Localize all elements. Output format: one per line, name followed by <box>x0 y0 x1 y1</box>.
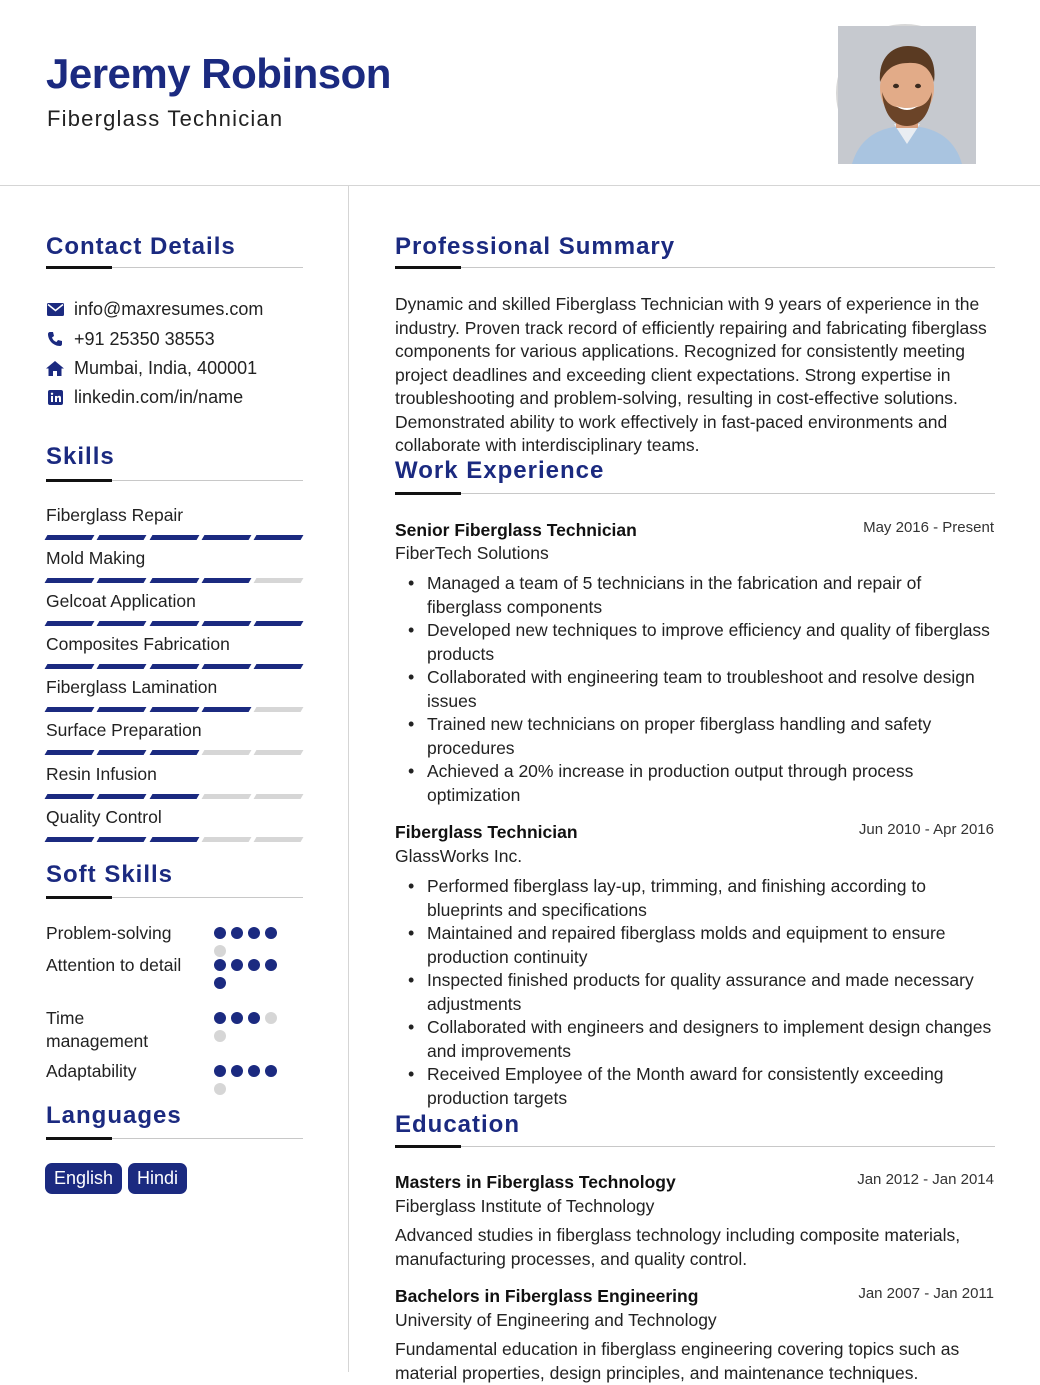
skill-level-segment <box>97 535 147 540</box>
job-company: GlassWorks Inc. <box>395 846 523 866</box>
job-bullet: • Collaborated with engineering team to troubleshoot and resolve design issues <box>404 666 996 713</box>
skill-level-segment <box>45 535 95 540</box>
skill-level-segment <box>149 621 199 626</box>
skill-level-segment <box>97 578 147 583</box>
skill-level-bar <box>46 535 302 540</box>
job-bullet: • Performed fiberglass lay-up, trimming, and finishing according to blueprints and specifications <box>404 875 996 922</box>
skill-level-segment <box>97 794 147 799</box>
soft-skill-rating-dot <box>214 959 226 971</box>
contact-section-accent <box>46 266 112 269</box>
soft-skill-rating <box>214 1012 290 1042</box>
job-bullet: • Inspected finished products for quality assurance and made necessary adjustments <box>404 969 996 1016</box>
education-description: Fundamental education in fiberglass engineering covering topics such as material properties, design principles, and maintenance techniques. <box>395 1339 960 1383</box>
summary-section-accent <box>395 266 461 269</box>
job-bullet: • Collaborated with engineers and designers to implement design changes and improvements <box>404 1016 996 1063</box>
summary-section-rule <box>395 267 995 268</box>
soft-skill-rating-dot <box>231 927 243 939</box>
soft-skill-name: Problem-solving <box>46 923 172 943</box>
skill-level-segment <box>97 750 147 755</box>
contact-address-text: Mumbai, India, 400001 <box>74 357 258 378</box>
skill-level-bar <box>46 794 302 799</box>
soft-skill-name: Attention to detail <box>46 955 182 975</box>
phone-icon <box>46 330 64 348</box>
job-role: Senior Fiberglass Technician <box>395 520 637 540</box>
experience-section-accent <box>395 492 461 495</box>
education-section-rule <box>395 1146 995 1147</box>
skill-level-segment <box>45 621 95 626</box>
soft-skill-rating-dot <box>214 1083 226 1095</box>
education-dates: Jan 2012 - Jan 2014 <box>857 1171 994 1188</box>
avatar-image <box>838 26 976 164</box>
skill-level-segment <box>149 664 199 669</box>
skill-level-segment <box>201 750 251 755</box>
skill-level-segment <box>97 837 147 842</box>
education-description: Advanced studies in fiberglass technology including composite materials, manufacturing processes, and quality control. <box>395 1225 961 1269</box>
column-divider <box>348 186 349 1372</box>
skills-section-accent <box>46 479 112 482</box>
skill-level-segment <box>254 750 304 755</box>
skill-level-segment <box>45 578 95 583</box>
languages-section-title: Languages <box>46 1102 182 1129</box>
skill-level-segment <box>149 535 199 540</box>
job-role: Fiberglass Technician <box>395 822 578 842</box>
skill-level-segment <box>45 707 95 712</box>
soft-skill-rating-dot <box>214 1065 226 1077</box>
skill-level-segment <box>254 794 304 799</box>
skill-level-segment <box>149 837 199 842</box>
linkedin-icon <box>46 388 64 406</box>
resume-header <box>0 0 1040 186</box>
skill-level-segment <box>45 664 95 669</box>
soft-skill-rating-dot <box>265 1065 277 1077</box>
skill-level-segment <box>254 535 304 540</box>
soft-skill-rating-dot <box>231 1012 243 1024</box>
soft-skill-rating-dot <box>248 1065 260 1077</box>
contact-address <box>46 357 257 379</box>
soft-skill-rating <box>214 1065 290 1095</box>
soft-skill-rating-dot <box>214 977 226 989</box>
skill-name: Mold Making <box>46 548 146 568</box>
experience-section-title: Work Experience <box>395 457 605 484</box>
education-degree: Bachelors in Fiberglass Engineering <box>395 1286 699 1306</box>
education-school: University of Engineering and Technology <box>395 1310 717 1330</box>
soft-skills-section-accent <box>46 896 112 899</box>
home-icon <box>46 359 64 377</box>
skill-level-bar <box>46 707 302 712</box>
skill-level-segment <box>201 707 251 712</box>
soft-skill-rating-dot <box>214 945 226 957</box>
skill-level-bar <box>46 837 302 842</box>
skills-section-title: Skills <box>46 443 115 470</box>
job-dates: May 2016 - Present <box>863 519 994 536</box>
skill-level-segment <box>254 707 304 712</box>
education-school: Fiberglass Institute of Technology <box>395 1196 655 1216</box>
soft-skill-name: Adaptability <box>46 1061 137 1081</box>
soft-skill-rating-dot <box>214 1030 226 1042</box>
education-dates: Jan 2007 - Jan 2011 <box>858 1285 994 1302</box>
soft-skill-rating-dot <box>214 927 226 939</box>
soft-skill-rating-dot <box>265 1012 277 1024</box>
soft-skill-rating-dot <box>231 1065 243 1077</box>
skill-name: Composites Fabrication <box>46 634 230 654</box>
job-company: FiberTech Solutions <box>395 543 549 563</box>
job-bullet: • Trained new technicians on proper fiberglass handling and safety procedures <box>404 713 996 760</box>
skill-level-segment <box>149 794 199 799</box>
language-badge-english: English <box>45 1163 122 1194</box>
job-bullet: • Developed new techniques to improve efficiency and quality of fiberglass products <box>404 619 996 666</box>
job-bullet: • Maintained and repaired fiberglass molds and equipment to ensure production continuity <box>404 922 996 969</box>
skill-level-segment <box>201 578 251 583</box>
skill-level-segment <box>149 578 199 583</box>
soft-skill-rating-dot <box>265 927 277 939</box>
skill-level-segment <box>254 837 304 842</box>
skill-level-segment <box>97 621 147 626</box>
candidate-name: Jeremy Robinson <box>46 50 391 97</box>
soft-skill-name: Time management <box>46 1008 149 1051</box>
contact-phone-text: +91 25350 38553 <box>74 328 215 349</box>
skill-level-segment <box>97 664 147 669</box>
envelope-icon <box>46 300 64 318</box>
job-dates: Jun 2010 - Apr 2016 <box>858 821 994 838</box>
skill-name: Quality Control <box>46 807 162 827</box>
skill-name: Resin Infusion <box>46 764 157 784</box>
contact-linkedin[interactable] <box>46 386 243 408</box>
job-bullet: • Received Employee of the Month award for consistently exceeding production targets <box>404 1063 996 1110</box>
skill-level-segment <box>254 664 304 669</box>
skill-name: Surface Preparation <box>46 720 202 740</box>
skill-name: Gelcoat Application <box>46 591 196 611</box>
job-bullets <box>404 875 996 1110</box>
languages-section-accent <box>46 1137 112 1140</box>
contact-email-text: info@maxresumes.com <box>74 298 264 319</box>
skill-level-bar <box>46 621 302 626</box>
job-bullet: • Managed a team of 5 technicians in the fabrication and repair of fiberglass components <box>404 572 996 619</box>
skill-level-bar <box>46 664 302 669</box>
education-degree: Masters in Fiberglass Technology <box>395 1172 676 1192</box>
soft-skills-section-title: Soft Skills <box>46 861 174 888</box>
candidate-title: Fiberglass Technician <box>47 106 284 131</box>
soft-skill-rating-dot <box>248 927 260 939</box>
skill-level-segment <box>45 794 95 799</box>
skill-level-segment <box>45 750 95 755</box>
profile-photo <box>836 24 974 162</box>
skill-level-segment <box>201 794 251 799</box>
contact-section-title: Contact Details <box>46 233 236 260</box>
skill-level-segment <box>201 621 251 626</box>
skill-level-bar <box>46 750 302 755</box>
contact-linkedin-text: linkedin.com/in/name <box>74 386 244 407</box>
soft-skill-rating-dot <box>231 959 243 971</box>
skill-level-segment <box>201 535 251 540</box>
skill-level-segment <box>254 578 304 583</box>
contact-email[interactable] <box>46 298 263 320</box>
soft-skill-rating-dot <box>248 1012 260 1024</box>
summary-section-title: Professional Summary <box>395 233 676 260</box>
summary-text: Dynamic and skilled Fiberglass Technician with 9 years of experience in the industry. Proven track record of efficiently repairing and fabricating fiberglass components for various applications. Recognized for consistently meeting project deadlines and exceeding client expectations. Strong expertise in troubleshooting and problem-solving, resulting in cost-effective solutions. Demonstrated ability to work effectively in fast-paced environments and collaborate with interdisciplinary teams. <box>395 294 987 455</box>
job-bullet: • Achieved a 20% increase in production output through process optimization <box>404 760 996 807</box>
skill-level-segment <box>45 837 95 842</box>
contact-phone[interactable] <box>46 328 215 350</box>
skill-level-segment <box>97 707 147 712</box>
skill-level-bar <box>46 578 302 583</box>
soft-skill-rating <box>214 959 290 989</box>
skill-name: Fiberglass Lamination <box>46 677 218 697</box>
skill-level-segment <box>201 837 251 842</box>
soft-skill-rating <box>214 927 290 957</box>
education-section-title: Education <box>395 1111 521 1138</box>
soft-skill-rating-dot <box>248 959 260 971</box>
job-bullets <box>404 572 996 807</box>
experience-section-rule <box>395 493 995 494</box>
soft-skill-rating-dot <box>265 959 277 971</box>
skill-level-segment <box>149 707 199 712</box>
skill-level-segment <box>254 621 304 626</box>
soft-skill-rating-dot <box>214 1012 226 1024</box>
education-section-accent <box>395 1145 461 1148</box>
skill-name: Fiberglass Repair <box>46 505 184 525</box>
skill-level-segment <box>149 750 199 755</box>
language-badge-hindi: Hindi <box>128 1163 187 1194</box>
skill-level-segment <box>201 664 251 669</box>
